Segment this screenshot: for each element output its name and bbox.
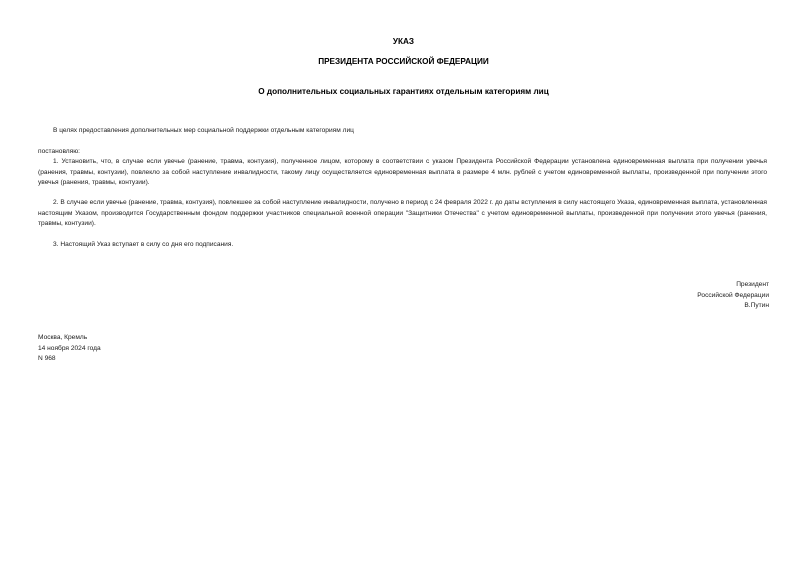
- footer-block: [38, 333, 101, 365]
- preamble-paragraph: В целях предоставления дополнительных мер социальной поддержки отдельным категориям лиц: [53, 127, 354, 134]
- footer-place: Москва, Кремль: [38, 334, 88, 341]
- resolve-paragraph: постановляю:: [38, 148, 81, 155]
- signature-country: Российской Федерации: [697, 291, 769, 299]
- document-title: УКАЗ: [392, 37, 415, 46]
- document-issuer: ПРЕЗИДЕНТА РОССИЙСКОЙ ФЕДЕРАЦИИ: [318, 57, 489, 66]
- clause-2-paragraph: 2. В случае если увечье (ранение, травма, контузия), повлекшее за собой наступление инвалидности, получено в период с 24 февраля 2022 г. до даты вступления в силу настоящего Указа, единовременная выплата, установленная настоящим Указом, производится Государственным фондом поддержки участников специальной военной операции "Защитники Отечества" с учетом единовременной выплаты, произведенной при получении этого увечья (ранения, травмы, контузии).: [38, 199, 767, 228]
- signature-block: [697, 280, 769, 312]
- footer-number: N 968: [38, 355, 56, 363]
- clause-3-paragraph: 3. Настоящий Указ вступает в силу со дня его подписания.: [53, 241, 234, 248]
- signature-name: В.Путин: [744, 302, 769, 310]
- document-subject: О дополнительных социальных гарантиях отдельным категориям лиц: [258, 87, 549, 96]
- clause-1-paragraph: 1. Установить, что, в случае если увечье (ранение, травма, контузия), полученное лицом, которому в соответствии с указом Президента Российской Федерации установлена единовременная выплата при получении увечья (ранения, травмы, контузии), повлекло за собой наступление инвалидности, такому лицу осуществляется единовременная выплата в размере 4 млн. рублей с учетом единовременной выплаты, произведенной при получении этого увечья (ранения, травмы, контузии).: [38, 158, 767, 187]
- signature-title: Президент: [736, 281, 769, 288]
- footer-date: 14 ноября 2024 года: [38, 344, 101, 352]
